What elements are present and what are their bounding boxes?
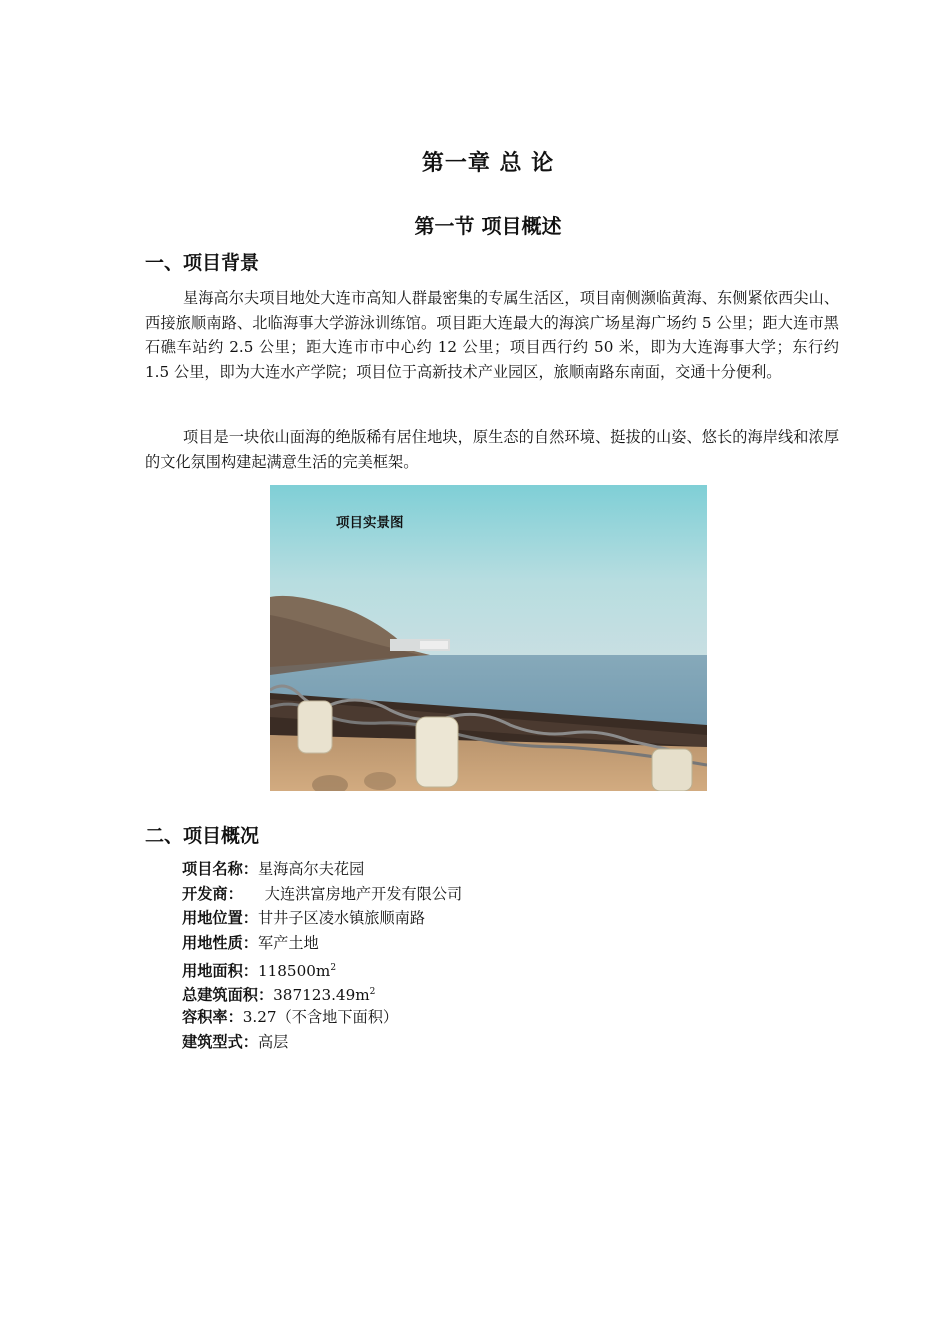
info-label: 用地位置： (182, 909, 258, 928)
photo-caption: 项目实景图 (336, 515, 404, 531)
info-value: 118500m (257, 961, 331, 980)
info-value: 大连洪富房地产开发有限公司 (264, 884, 463, 903)
info-label: 用地性质： (182, 934, 258, 953)
background-paragraph: 项目是一块依山面海的绝版稀有居住地块，原生态的自然环境、挺拔的山姿、悠长的海岸线和浓厚的文化氛围构建起满意生活的完美框架。 (145, 428, 839, 471)
info-unit-superscript: 2 (369, 987, 376, 998)
info-value: 星海高尔夫花园 (257, 860, 365, 878)
info-label: 用地面积： (182, 961, 258, 980)
info-label: 总建筑面积： (182, 986, 274, 1005)
info-row-plot-ratio (182, 1005, 462, 1030)
info-row-location (182, 906, 462, 931)
chapter-title: 第一章 总 论 (421, 151, 555, 176)
info-label: 项目名称： (182, 860, 258, 878)
info-unit-superscript: 2 (330, 962, 337, 973)
info-row-building-type (182, 1030, 462, 1055)
section-title: 第一节 项目概述 (414, 214, 562, 238)
project-photo (270, 485, 707, 791)
info-value: 高层 (257, 1032, 289, 1051)
background-paragraph: 星海高尔夫项目地处大连市高知人群最密集的专属生活区，项目南侧濒临黄海、东侧紧依西尖山、西接旅顺南路、北临海事大学游泳训练馆。项目距大连最大的海滨广场星海广场约 5 公里；距大连市黑石礁车站约 2.5 公里；距大连市市中心约 12 公里；项目西行约 50 米，即为大连海事大学；东行约 1.5 公里，即为大连水产学院；项目位于高新技术产业园区，旅顺南路东南面，交通十分便利。 (145, 289, 839, 381)
overview-heading: 二、项目概况 (145, 825, 260, 847)
info-label: 建筑型式： (182, 1032, 258, 1051)
info-row-total-floor-area (182, 980, 462, 1005)
info-label: 开发商： (182, 884, 243, 903)
info-value: 387123.49m (273, 986, 370, 1005)
background-heading: 一、项目背景 (145, 252, 260, 274)
project-info-list (182, 857, 462, 1055)
info-value: 甘井子区凌水镇旅顺南路 (257, 909, 425, 928)
info-row-land-nature (182, 931, 462, 956)
info-value: 3.27（不含地下面积） (242, 1008, 399, 1027)
info-value: 军产土地 (257, 934, 319, 953)
info-row-land-area (182, 956, 462, 981)
info-label: 容积率： (182, 1008, 243, 1027)
info-row-developer (182, 882, 462, 907)
info-row-project-name (182, 857, 462, 882)
